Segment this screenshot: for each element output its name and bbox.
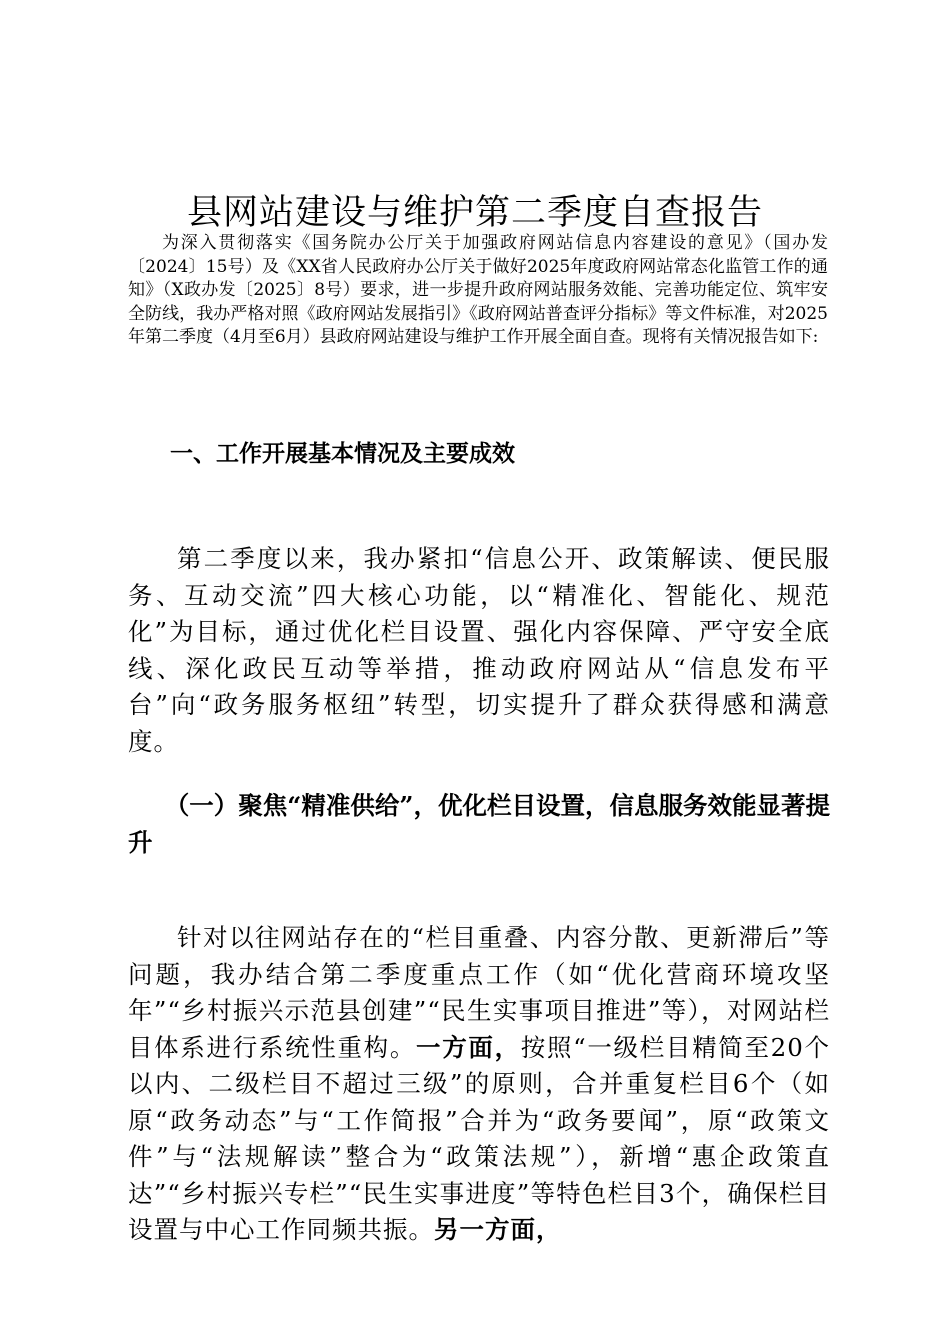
section-1-paragraph: 第二季度以来，我办紧扣“信息公开、政策解读、便民服务、互动交流”四大核心功能，以“精准化、智能化、规范化”为目标，通过优化栏目设置、强化内容保障、严守安全底线、深化政民互动等举措，推动政府网站从“信息发布平台”向“政务服务枢纽”转型，切实提升了群众获得感和满意度。: [128, 544, 830, 756]
subsection-1-emphasis-2: 另一方面，: [434, 1215, 562, 1244]
subsection-heading-1: （一）聚焦“精准供给”，优化栏目设置，信息服务效能显著提升: [128, 791, 830, 857]
subsection-1-paragraph: [128, 920, 830, 1249]
subsection-1-text-part2: 按照“一级栏目精简至20个以内、二级栏目不超过三级”的原则，合并重复栏目6个（如原“政务动态”与“工作简报”合并为“政务要闻”，原“政策文件”与“法规解读”整合为“政策法规”），新增“惠企政策直达”“乡村振兴专栏”“民生实事进度”等特色栏目3个，确保栏目设置与中心工作同频共振。: [128, 1032, 831, 1244]
subsection-1-emphasis-1: 一方面，: [416, 1032, 521, 1062]
section-heading-1: 一、工作开展基本情况及主要成效: [170, 440, 515, 467]
document-title: 县网站建设与维护第二季度自查报告: [186, 193, 763, 234]
subsection-1-text-part1: 针对以往网站存在的“栏目重叠、内容分散、更新滞后”等问题，我办结合第二季度重点工作（如“优化营商环境攻坚年”“乡村振兴示范县创建”“民生实事项目推进”等），对网站栏目体系进行系统性重构。: [128, 923, 830, 1062]
intro-paragraph: 为深入贯彻落实《国务院办公厅关于加强政府网站信息内容建设的意见》（国办发〔2024〕15号）及《XX省人民政府办公厅关于做好2025年度政府网站常态化监管工作的通知》（X政办发〔2025〕8号）要求，进一步提升政府网站服务效能、完善功能定位、筑牢安全防线，我办严格对照《政府网站发展指引》《政府网站普查评分指标》等文件标准，对2025年第二季度（4月至6月）县政府网站建设与维护工作开展全面自查。现将有关情况报告如下:: [128, 233, 828, 347]
